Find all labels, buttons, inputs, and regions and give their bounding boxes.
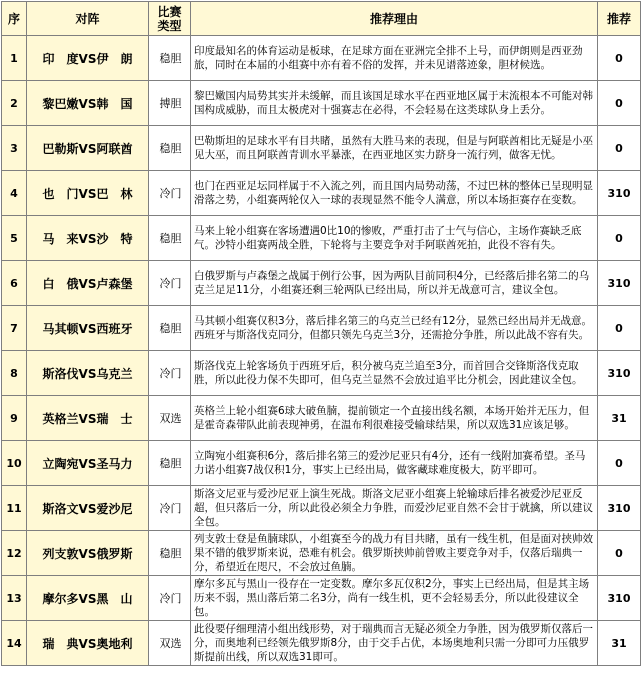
away-team: 俄罗斯 (96, 546, 133, 561)
recommendation-reason: 巴勒斯坦的足球水平有目共睹，虽然有大胜马来的表现，但是与阿联酋相比无疑是小巫见大巫，而且阿联酋青训水平暴涨，在西亚地区实力跻身一流行列，做客无忧。 (191, 126, 598, 171)
vs-separator: VS (78, 456, 97, 471)
recommendation-pick: 0 (598, 126, 641, 171)
match-cell (27, 171, 149, 216)
match-type: 双选 (149, 396, 191, 441)
away-team: 奥地利 (96, 636, 133, 651)
header-type-line1: 比赛 (157, 4, 182, 19)
match-type: 稳胆 (149, 126, 191, 171)
away-team: 阿联酋 (96, 141, 133, 156)
header-no: 序 (2, 2, 27, 36)
recommendation-reason: 马其顿小组赛仅积3分，落后排名第三的乌克兰已经有12分，显然已经出局并无战意。西班牙与斯洛伐克同分，但都只领先乌克兰3分，还需抢分争胜，所以此战不容有失。 (191, 306, 598, 351)
away-team: 沙 特 (96, 231, 133, 246)
recommendation-pick: 0 (598, 441, 641, 486)
header-row (2, 2, 641, 36)
home-team: 列支敦 (42, 546, 79, 561)
row-number: 4 (2, 171, 27, 216)
recommendation-pick: 310 (598, 261, 641, 306)
home-team: 也 门 (42, 186, 79, 201)
recommendation-pick: 0 (598, 531, 641, 576)
recommendation-pick: 310 (598, 351, 641, 396)
match-type: 稳胆 (149, 216, 191, 261)
recommendation-reason: 立陶宛小组赛积6分，落后排名第三的爱沙尼亚只有4分，还有一线附加赛希望。圣马力诺小组赛7战仅积1分，事实上已经出局，做客藏球难度极大，防平即可。 (191, 441, 598, 486)
home-team: 斯洛伐 (42, 366, 79, 381)
home-team: 摩尔多 (42, 591, 79, 606)
match-type: 稳胆 (149, 531, 191, 576)
home-team: 马 来 (42, 231, 79, 246)
away-team: 巴 林 (96, 186, 133, 201)
away-team: 圣马力 (96, 456, 133, 471)
row-number: 7 (2, 306, 27, 351)
table-row (2, 81, 641, 126)
row-number: 9 (2, 396, 27, 441)
row-number: 14 (2, 621, 27, 666)
away-team: 伊 朗 (96, 51, 133, 66)
vs-separator: VS (78, 366, 97, 381)
recommendation-pick: 0 (598, 306, 641, 351)
away-team: 西班牙 (96, 321, 133, 336)
vs-separator: VS (78, 501, 97, 516)
match-cell (27, 441, 149, 486)
row-number: 10 (2, 441, 27, 486)
recommendation-reason: 黎巴嫩国内局势其实并未缓解，而且该国足球水平在西亚地区属于末流根本不可能对韩国构成威胁，而且太极虎对十强赛志在必得，不会轻易在这类球队身上丢分。 (191, 81, 598, 126)
table-body (2, 36, 641, 666)
vs-separator: VS (78, 231, 97, 246)
table-row (2, 621, 641, 666)
header-reason: 推荐理由 (191, 2, 598, 36)
match-cell (27, 261, 149, 306)
match-cell (27, 576, 149, 621)
vs-separator: VS (78, 636, 97, 651)
vs-separator: VS (78, 321, 97, 336)
match-cell (27, 531, 149, 576)
away-team: 卢森堡 (96, 276, 133, 291)
vs-separator: VS (78, 591, 97, 606)
match-type: 冷门 (149, 486, 191, 531)
match-type: 搏胆 (149, 81, 191, 126)
recommendation-reason: 此役要仔细理清小组出线形势，对于瑞典而言无疑必须全力争胜，因为俄罗斯仅落后一分，而奥地利已经领先俄罗斯8分，由于交手占优，本场奥地利只需一分即可力压俄罗斯提前出线，所以双选31即可。 (191, 621, 598, 666)
match-type: 冷门 (149, 171, 191, 216)
vs-separator: VS (78, 51, 97, 66)
table-row (2, 36, 641, 81)
match-type: 双选 (149, 621, 191, 666)
table-row (2, 261, 641, 306)
recommendation-reason: 摩尔多瓦与黑山一役存在一定变数。摩尔多瓦仅积2分，事实上已经出局，但是其主场历来不弱，黑山落后第二名3分，尚有一线生机，更不会轻易丢分，所以此役建议全包。 (191, 576, 598, 621)
table-row (2, 531, 641, 576)
recommendation-pick: 0 (598, 81, 641, 126)
header-type (149, 2, 191, 36)
vs-separator: VS (78, 96, 97, 111)
recommendation-reason: 白俄罗斯与卢森堡之战属于例行公事，因为两队目前同积4分，已经落后排名第二的乌克兰足足11分，小组赛还剩三轮两队已经出局，所以并无战意可言，建议全包。 (191, 261, 598, 306)
row-number: 3 (2, 126, 27, 171)
table-row (2, 306, 641, 351)
match-type: 冷门 (149, 261, 191, 306)
home-team: 印 度 (42, 51, 79, 66)
vs-separator: VS (78, 276, 97, 291)
vs-separator: VS (78, 186, 97, 201)
match-cell (27, 126, 149, 171)
home-team: 白 俄 (42, 276, 79, 291)
home-team: 英格兰 (42, 411, 79, 426)
match-cell (27, 216, 149, 261)
table-row (2, 126, 641, 171)
recommendation-pick: 310 (598, 486, 641, 531)
match-type: 冷门 (149, 351, 191, 396)
vs-separator: VS (78, 141, 97, 156)
table-row (2, 351, 641, 396)
match-cell (27, 396, 149, 441)
home-team: 瑞 典 (42, 636, 79, 651)
match-type: 冷门 (149, 576, 191, 621)
away-team: 黑 山 (96, 591, 133, 606)
match-cell (27, 306, 149, 351)
vs-separator: VS (78, 546, 97, 561)
match-type: 稳胆 (149, 36, 191, 81)
row-number: 13 (2, 576, 27, 621)
away-team: 爱沙尼 (96, 501, 133, 516)
recommendation-reason: 马来上轮小组赛在客场遭遇0比10的惨败，严重打击了士气与信心，主场作赛缺乏底气。沙特小组赛两战全胜，下轮将与主要竞争对手阿联酋死拍，此役不容有失。 (191, 216, 598, 261)
recommendation-reason: 英格兰上轮小组赛6球大破鱼腩，提前锁定一个直接出线名额，本场开始并无压力，但是霍奇森带队此前表现神勇，在温布利很难接受输球结果，所以双选31应该足够。 (191, 396, 598, 441)
recommendation-reason: 印度最知名的体育运动是板球，在足球方面在亚洲完全排不上号，而伊朗则是西亚劲旅，同时在本届的小组赛中亦有着不俗的发挥，并未见谱落迹象，胆材候选。 (191, 36, 598, 81)
table-row (2, 171, 641, 216)
table-row (2, 486, 641, 531)
row-number: 8 (2, 351, 27, 396)
recommendation-pick: 310 (598, 576, 641, 621)
row-number: 12 (2, 531, 27, 576)
recommendation-pick: 0 (598, 36, 641, 81)
away-team: 乌克兰 (96, 366, 133, 381)
away-team: 瑞 士 (96, 411, 133, 426)
header-type-line2: 类型 (157, 18, 182, 33)
row-number: 6 (2, 261, 27, 306)
row-number: 11 (2, 486, 27, 531)
home-team: 立陶宛 (42, 456, 79, 471)
row-number: 5 (2, 216, 27, 261)
recommendation-table (1, 1, 641, 666)
home-team: 斯洛文 (42, 501, 79, 516)
match-cell (27, 36, 149, 81)
match-cell (27, 621, 149, 666)
away-team: 韩 国 (96, 96, 133, 111)
recommendation-pick: 310 (598, 171, 641, 216)
table-row (2, 396, 641, 441)
home-team: 黎巴嫩 (42, 96, 79, 111)
header-match: 对阵 (27, 2, 149, 36)
match-cell (27, 351, 149, 396)
table-row (2, 576, 641, 621)
table-row (2, 216, 641, 261)
recommendation-reason: 斯洛文尼亚与爱沙尼亚上演生死战。斯洛文尼亚小组赛上轮输球后排名被爱沙尼亚反超，但只落后一分，所以此役必须全力争胜，而爱沙尼亚自然不会甘于就擒，所以建议全包。 (191, 486, 598, 531)
home-team: 巴勒斯 (42, 141, 79, 156)
recommendation-reason: 也门在西亚足坛同样属于不入流之列，而且国内局势动荡，不过巴林的整体已呈现明显滑落之势，小组赛两轮仅入一球的表现显然不能令人满意，所以本场拒赛存在变数。 (191, 171, 598, 216)
recommendation-pick: 0 (598, 216, 641, 261)
recommendation-reason: 列支敦士登是鱼腩球队，小组赛至今的战力有目共睹，虽有一线生机，但是面对挟帅效果不错的俄罗斯来说，恐难有机会。俄罗斯挟帅前曾败主要竞争对手，仅落后瑞典一分，希望近在咫尺，不会放过鱼腩。 (191, 531, 598, 576)
match-type: 稳胆 (149, 306, 191, 351)
recommendation-pick: 31 (598, 396, 641, 441)
match-type: 稳胆 (149, 441, 191, 486)
recommendation-reason: 斯洛伐克上轮客场负于西班牙后，积分被乌克兰追至3分，而首回合交锋斯洛伐克取胜，所以此役力保不失即可，但乌克兰显然不会放过追平比分机会，因此建议全包。 (191, 351, 598, 396)
recommendation-pick: 31 (598, 621, 641, 666)
row-number: 2 (2, 81, 27, 126)
table-row (2, 441, 641, 486)
row-number: 1 (2, 36, 27, 81)
match-cell (27, 486, 149, 531)
header-rec: 推荐 (598, 2, 641, 36)
match-cell (27, 81, 149, 126)
vs-separator: VS (78, 411, 97, 426)
home-team: 马其顿 (42, 321, 79, 336)
